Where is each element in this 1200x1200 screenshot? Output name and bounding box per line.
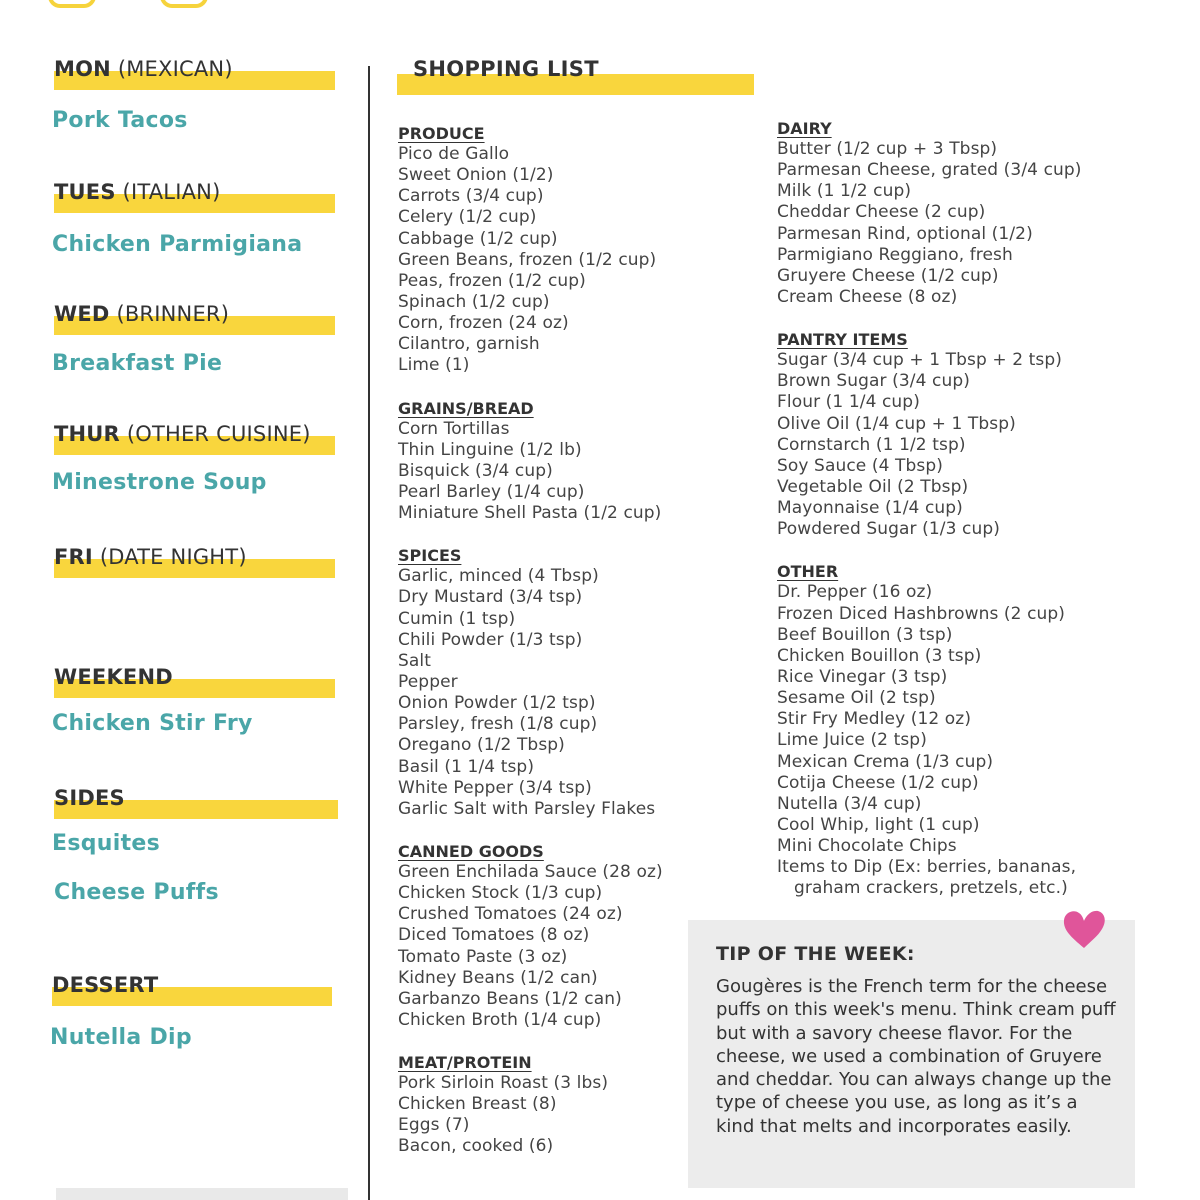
day-heading: MON (MEXICAN)	[54, 57, 233, 81]
meal-sides	[52, 786, 352, 905]
section-heading: GRAINS/BREAD	[398, 398, 534, 418]
tip-box	[688, 920, 1135, 1188]
shopping-section	[398, 545, 758, 820]
day-heading: FRI (DATE NIGHT)	[54, 545, 247, 569]
shopping-item: Dr. Pepper (16 oz)	[777, 582, 933, 603]
shopping-item: Garbanzo Beans (1/2 can)	[398, 988, 622, 1009]
section-heading: PANTRY ITEMS	[777, 330, 908, 350]
shopping-item: Thin Linguine (1/2 lb)	[398, 439, 582, 460]
section-heading: CANNED GOODS	[398, 841, 544, 861]
shopping-item: Eggs (7)	[398, 1115, 470, 1136]
shopping-item: Butter (1/2 cup + 3 Tbsp)	[777, 139, 998, 159]
shopping-item: Milk (1 1/2 cup)	[777, 181, 912, 202]
meal-tues	[52, 180, 352, 257]
day-heading: TUES (ITALIAN)	[54, 180, 221, 204]
shopping-section	[398, 398, 758, 525]
shopping-item: Cornstarch (1 1/2 tsp)	[777, 434, 966, 455]
shopping-item: Cotija Cheese (1/2 cup)	[777, 772, 979, 793]
shopping-item: Parsley, fresh (1/8 cup)	[398, 714, 598, 735]
shopping-item: Powdered Sugar (1/3 cup)	[777, 519, 1000, 540]
shopping-item: Sesame Oil (2 tsp)	[777, 688, 936, 709]
dish-name: Chicken Stir Fry	[52, 711, 253, 736]
shopping-item: Salt	[398, 650, 431, 671]
shopping-item: Celery (1/2 cup)	[398, 207, 537, 228]
shopping-item: Chicken Broth (1/4 cup)	[398, 1009, 602, 1030]
shopping-item: Crushed Tomatoes (24 oz)	[398, 904, 623, 925]
shopping-item: Bisquick (3/4 cup)	[398, 460, 553, 481]
dish-name: Pork Tacos	[52, 108, 188, 133]
meal-wed	[52, 302, 352, 376]
shopping-item: Bacon, cooked (6)	[398, 1136, 554, 1157]
section-heading: OTHER	[777, 562, 839, 582]
column-divider	[368, 66, 370, 1200]
shopping-item: Gruyere Cheese (1/2 cup)	[777, 265, 999, 286]
section-heading: DAIRY	[777, 119, 832, 138]
tip-text: Gougères is the French term for the cheese puffs on this week's menu. Think cream puff but with a savory cheese flavor. For the cheese, we used a combination of Gruyere and cheddar. You can always change up the type of cheese you use, as long as it’s a kind that melts and incorporates easily.	[716, 976, 1116, 1137]
dish-name: Minestrone Soup	[52, 470, 267, 495]
dish-name: Cheese Puffs	[54, 880, 219, 905]
shopping-item: Garlic Salt with Parsley Flakes	[398, 798, 656, 819]
shopping-item: Parmesan Rind, optional (1/2)	[777, 223, 1033, 244]
shopping-item: Sweet Onion (1/2)	[398, 165, 554, 186]
shopping-item: Chicken Breast (8)	[398, 1094, 557, 1115]
bottom-panel	[56, 1188, 348, 1200]
shopping-item: Nutella (3/4 cup)	[777, 793, 922, 814]
shopping-section	[398, 123, 758, 377]
day-heading: WEEKEND	[54, 665, 173, 689]
shopping-item: Brown Sugar (3/4 cup)	[777, 371, 970, 392]
shopping-item: Carrots (3/4 cup)	[398, 186, 544, 207]
shopping-item: Pepper	[398, 671, 458, 692]
meal-dessert	[50, 973, 350, 1050]
shopping-item: Stir Fry Medley (12 oz)	[777, 709, 972, 730]
shopping-item: Cool Whip, light (1 cup)	[777, 814, 980, 835]
section-heading: SPICES	[398, 546, 462, 566]
shopping-item: Olive Oil (1/4 cup + 1 Tbsp)	[777, 413, 1016, 434]
shopping-item: Onion Powder (1/2 tsp)	[398, 693, 596, 714]
shopping-item: Chicken Stock (1/3 cup)	[398, 883, 603, 904]
dish-name: Chicken Parmigiana	[52, 232, 303, 257]
shopping-item: Items to Dip (Ex: berries, bananas,	[777, 857, 1077, 878]
shopping-item: Corn, frozen (24 oz)	[398, 313, 569, 334]
day-heading: SIDES	[54, 786, 125, 810]
shopping-item: Tomato Paste (3 oz)	[398, 946, 568, 967]
top-decoration	[40, 0, 210, 8]
shopping-item: Pico de Gallo	[398, 144, 510, 164]
shopping-item: Flour (1 1/4 cup)	[777, 392, 920, 413]
shopping-item: Garlic, minced (4 Tbsp)	[398, 566, 599, 587]
shopping-section	[777, 329, 1137, 540]
shopping-item: Frozen Diced Hashbrowns (2 cup)	[777, 603, 1066, 624]
shopping-item: graham crackers, pretzels, etc.)	[794, 878, 1068, 899]
shopping-section	[777, 118, 1137, 308]
shopping-item: Cilantro, garnish	[398, 334, 540, 355]
tip-title: TIP OF THE WEEK:	[716, 943, 915, 965]
shopping-item: Miniature Shell Pasta (1/2 cup)	[398, 503, 662, 524]
shopping-item: Peas, frozen (1/2 cup)	[398, 270, 586, 291]
shopping-item: Pork Sirloin Roast (3 lbs)	[398, 1073, 609, 1094]
shopping-item: Rice Vinegar (3 tsp)	[777, 666, 948, 687]
shopping-item: Vegetable Oil (2 Tbsp)	[777, 476, 969, 497]
shopping-item: Lime (1)	[398, 355, 470, 376]
shopping-item: Cheddar Cheese (2 cup)	[777, 202, 986, 223]
shopping-item: Mayonnaise (1/4 cup)	[777, 498, 963, 519]
dish-name: Breakfast Pie	[52, 351, 223, 376]
shopping-column-2	[777, 118, 1137, 921]
shopping-item: Green Beans, frozen (1/2 cup)	[398, 249, 657, 270]
shopping-item: Chili Powder (1/3 tsp)	[398, 629, 583, 650]
shopping-item: Diced Tomatoes (8 oz)	[398, 925, 590, 946]
shopping-item: Spinach (1/2 cup)	[398, 291, 550, 312]
shopping-item: Parmigiano Reggiano, fresh	[777, 244, 1013, 265]
day-heading: DESSERT	[52, 973, 159, 997]
shopping-item: Pearl Barley (1/4 cup)	[398, 481, 585, 502]
shopping-item: Basil (1 1/4 tsp)	[398, 756, 535, 777]
meal-thur	[52, 422, 352, 495]
shopping-item: Mini Chocolate Chips	[777, 836, 957, 857]
meal-fri	[52, 545, 352, 585]
section-heading: PRODUCE	[398, 124, 485, 143]
shopping-list-title: SHOPPING LIST	[413, 57, 599, 81]
heart-icon	[1061, 908, 1107, 950]
shopping-item: Cumin (1 tsp)	[398, 608, 516, 629]
shopping-item: Beef Bouillon (3 tsp)	[777, 624, 953, 645]
meal-weekend	[52, 665, 352, 736]
shopping-item: Soy Sauce (4 Tbsp)	[777, 455, 943, 476]
shopping-item: Cream Cheese (8 oz)	[777, 286, 958, 307]
shopping-item: Chicken Bouillon (3 tsp)	[777, 645, 982, 666]
dish-name: Esquites	[52, 831, 161, 856]
shopping-item: Kidney Beans (1/2 can)	[398, 967, 598, 988]
day-heading: WED (BRINNER)	[54, 302, 230, 326]
shopping-section	[777, 561, 1137, 899]
shopping-item: Parmesan Cheese, grated (3/4 cup)	[777, 160, 1082, 181]
shopping-item: Corn Tortillas	[398, 418, 510, 439]
shopping-item: Cabbage (1/2 cup)	[398, 228, 558, 249]
section-heading: MEAT/PROTEIN	[398, 1053, 532, 1073]
shopping-item: Dry Mustard (3/4 tsp)	[398, 587, 583, 608]
shopping-item: Lime Juice (2 tsp)	[777, 730, 927, 751]
shopping-item: Sugar (3/4 cup + 1 Tbsp + 2 tsp)	[777, 350, 1062, 371]
shopping-item: Green Enchilada Sauce (28 oz)	[398, 861, 663, 882]
dish-name: Nutella Dip	[50, 1025, 192, 1050]
day-heading: THUR (OTHER CUISINE)	[54, 422, 311, 446]
shopping-item: Mexican Crema (1/3 cup)	[777, 751, 994, 772]
shopping-item: Oregano (1/2 Tbsp)	[398, 735, 565, 756]
shopping-item: White Pepper (3/4 tsp)	[398, 777, 592, 798]
meal-mon	[52, 57, 352, 133]
